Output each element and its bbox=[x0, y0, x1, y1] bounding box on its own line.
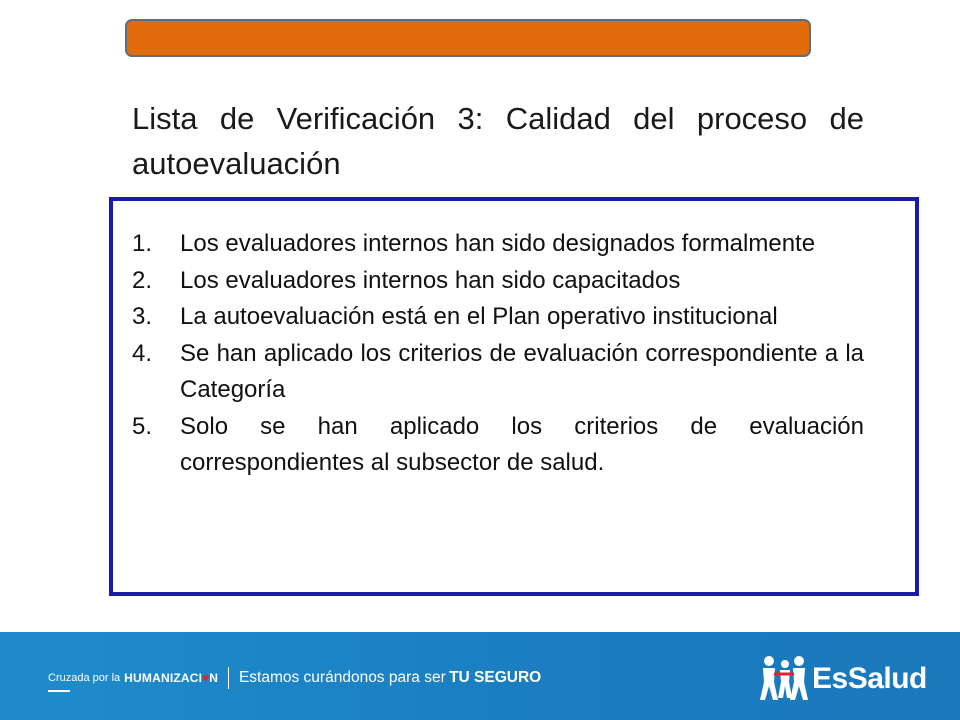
list-item bbox=[132, 263, 864, 300]
essalud-logo-text: EsSalud bbox=[812, 662, 927, 695]
list-item bbox=[132, 336, 864, 409]
footer-cruzada-text: Cruzada por la bbox=[48, 672, 121, 684]
footer-humanizacion-text: HUMANIZACI bbox=[124, 671, 203, 685]
list-item-number: 3. bbox=[132, 303, 153, 330]
footer-divider bbox=[228, 667, 229, 689]
list-item bbox=[132, 409, 864, 482]
slide-title: Lista de Verificación 3: Calidad del proceso de autoevaluación bbox=[132, 101, 864, 181]
list-item-number: 5. bbox=[132, 412, 153, 440]
list-item bbox=[132, 226, 864, 263]
footer-underline bbox=[48, 690, 70, 692]
title-accent-bar bbox=[125, 19, 811, 57]
list-item-text: Los evaluadores internos han sido capacitados bbox=[180, 266, 681, 294]
heart-icon: ♥ bbox=[202, 671, 210, 685]
footer-banner bbox=[0, 632, 960, 720]
footer-seguro-text: TU SEGURO bbox=[449, 669, 542, 686]
footer-humanizacion-end: N bbox=[209, 671, 218, 685]
list-item-text: Solo se han aplicado los criterios de evaluación correspondientes al subsector de salud. bbox=[180, 412, 864, 476]
list-item-text: La autoevaluación está en el Plan operativo institucional bbox=[180, 303, 778, 330]
list-item-number: 1. bbox=[132, 230, 153, 257]
list-item-text: Se han aplicado los criterios de evaluación correspondiente a la Categoría bbox=[180, 339, 864, 403]
list-item bbox=[132, 299, 864, 336]
checklist bbox=[132, 226, 864, 482]
list-item-number: 2. bbox=[132, 266, 153, 294]
footer-slogan bbox=[48, 668, 541, 688]
footer-estamos-text: Estamos curándonos para ser bbox=[238, 669, 446, 686]
list-item-number: 4. bbox=[132, 339, 153, 367]
list-item-text: Los evaluadores internos han sido designados formalmente bbox=[180, 230, 816, 257]
